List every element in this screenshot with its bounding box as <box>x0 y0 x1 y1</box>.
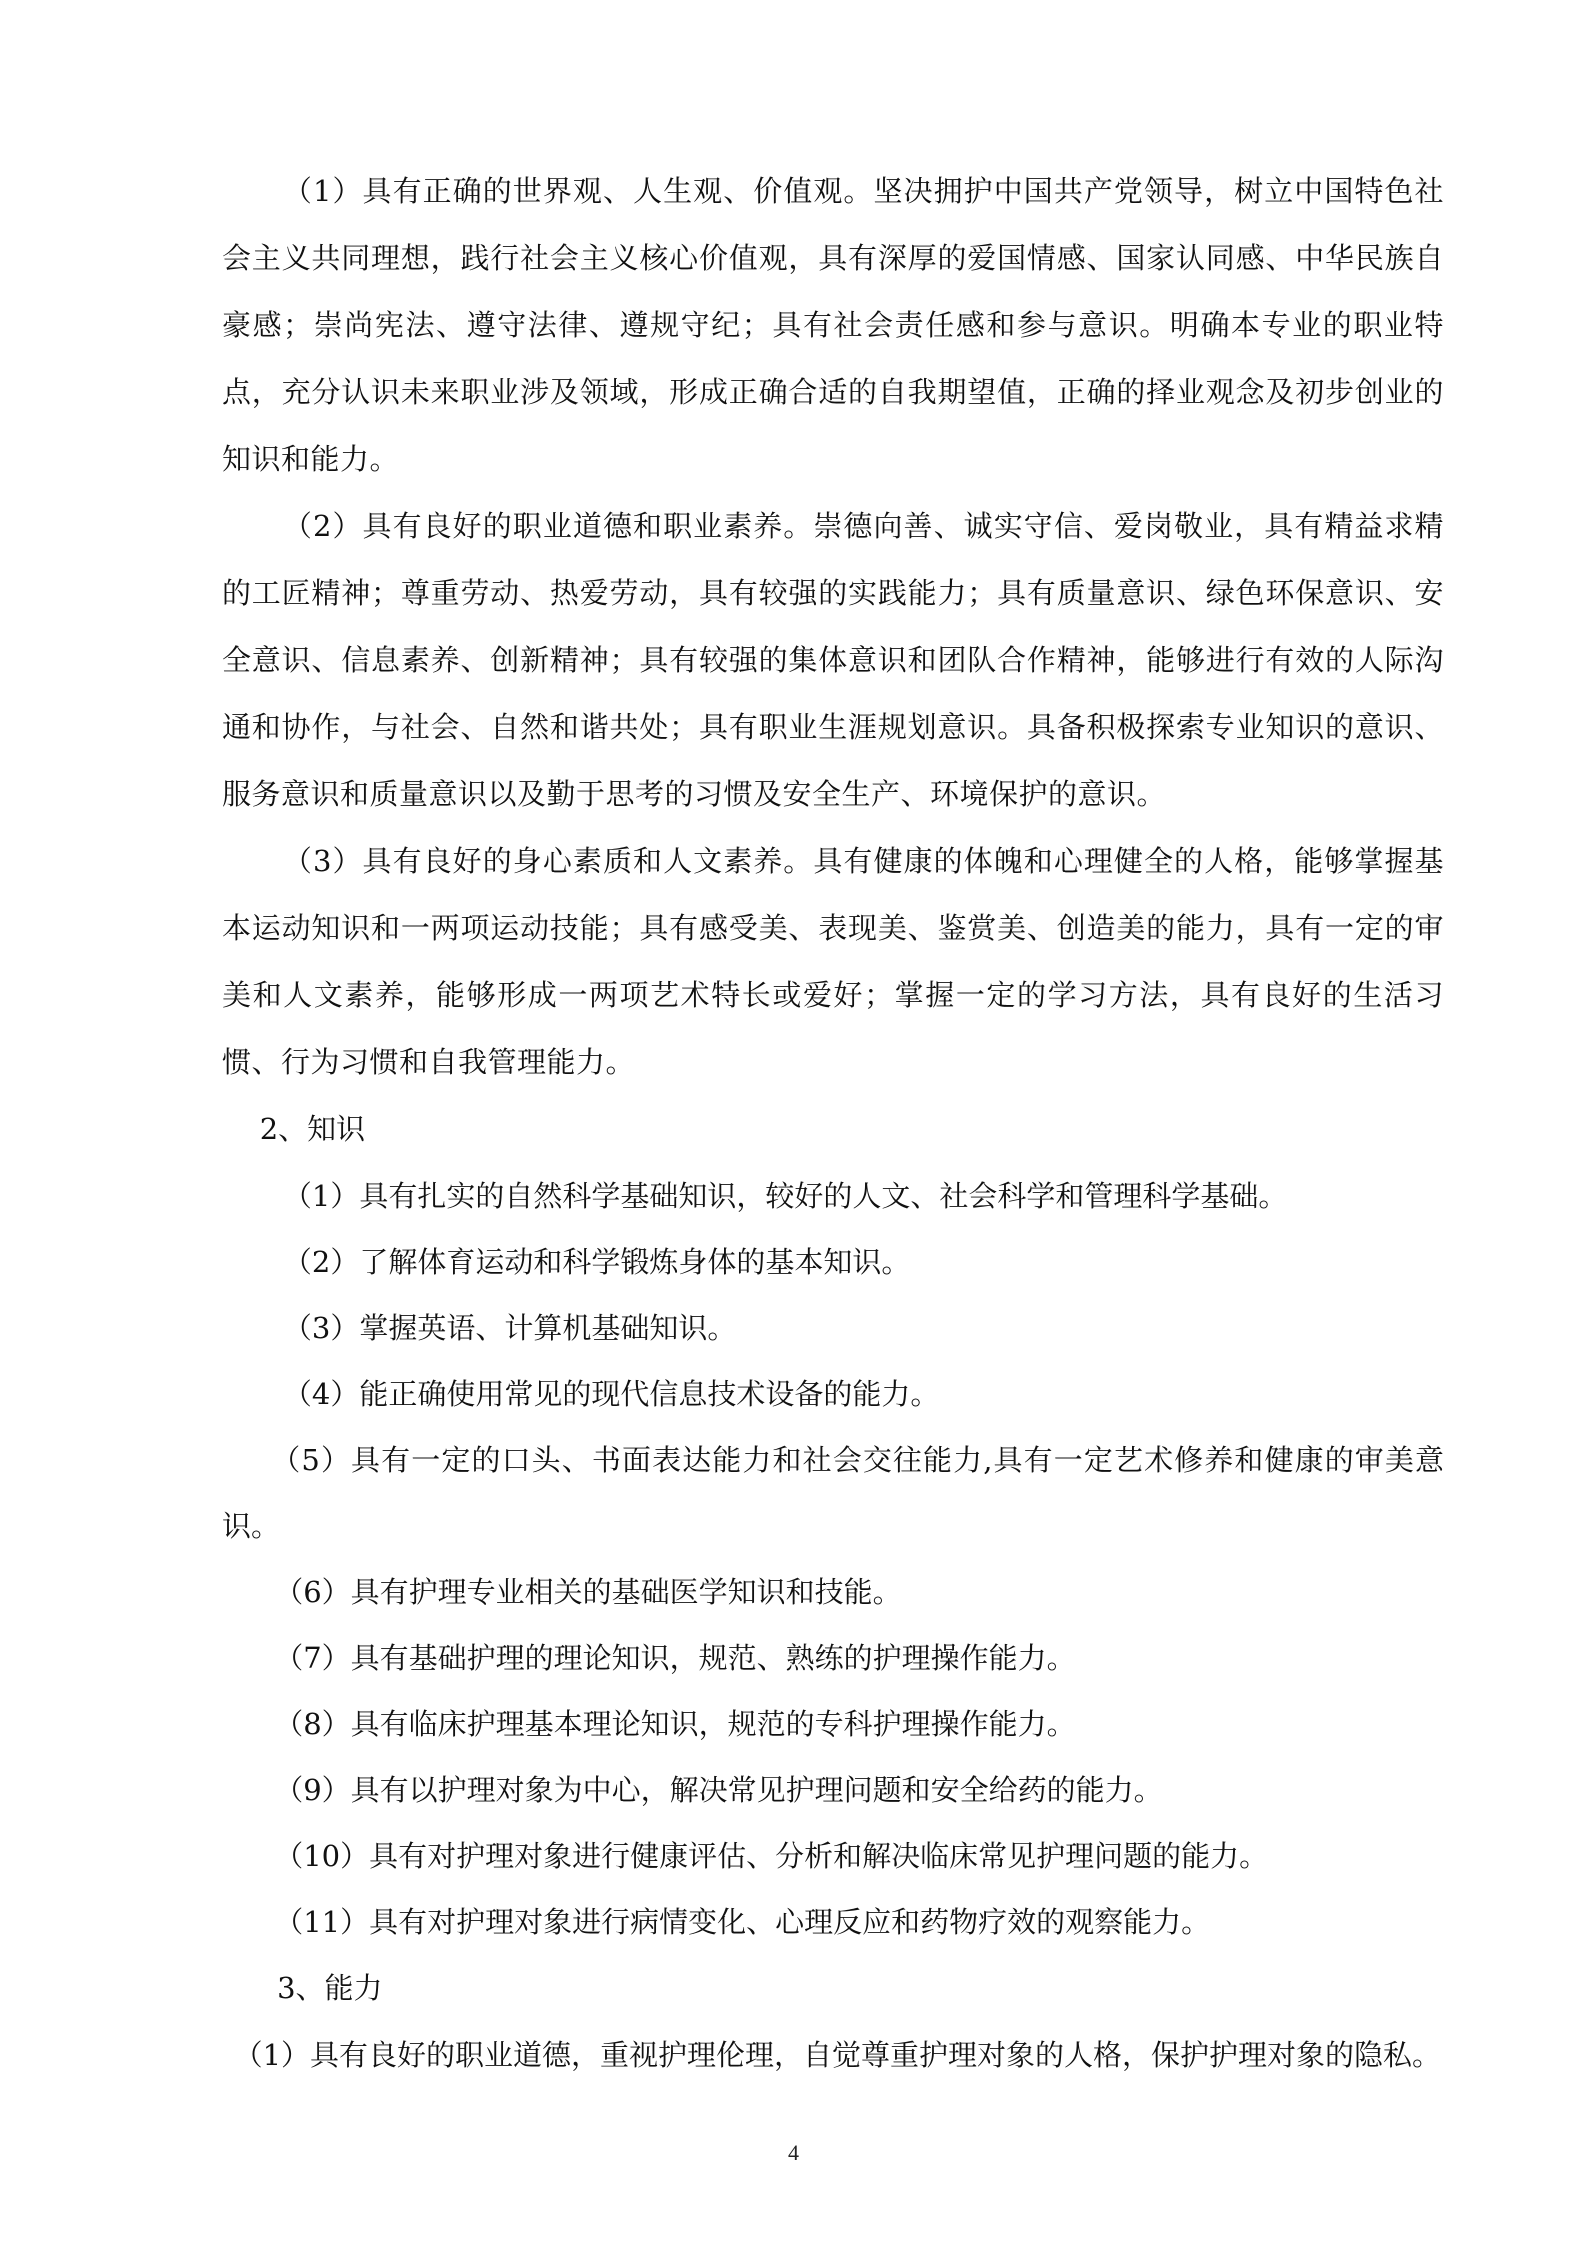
knowledge-item: （8）具有临床护理基本理论知识，规范的专科护理操作能力。 <box>274 1707 1076 1741</box>
paragraph-worldview: （1）具有正确的世界观、人生观、价值观。坚决拥护中国共产党领导，树立中国特色社会主义共同理想，践行社会主义核心价值观，具有深厚的爱国情感、国家认同感、中华民族自豪感；崇尚宪法、遵守法律、遵规守纪；具有社会责任感和参与意识。明确本专业的职业特点，充分认识未来职业涉及领域，形成正确合适的自我期望值，正确的择业观念及初步创业的知识和能力。 <box>222 174 1444 476</box>
knowledge-item: （10）具有对护理对象进行健康评估、分析和解决临床常见护理问题的能力。 <box>274 1839 1269 1873</box>
page-number: 4 <box>788 2140 799 2165</box>
knowledge-item: （7）具有基础护理的理论知识，规范、熟练的护理操作能力。 <box>274 1641 1076 1675</box>
knowledge-item: （3）掌握英语、计算机基础知识。 <box>282 1311 737 1345</box>
knowledge-item: （9）具有以护理对象为中心，解决常见护理问题和安全给药的能力。 <box>274 1773 1163 1807</box>
knowledge-item: （11）具有对护理对象进行病情变化、心理反应和药物疗效的观察能力。 <box>274 1905 1211 1939</box>
knowledge-item: （6）具有护理专业相关的基础医学知识和技能。 <box>274 1575 902 1609</box>
paragraph-physical-mental: （3）具有良好的身心素质和人文素养。具有健康的体魄和心理健全的人格，能够掌握基本运动知识和一两项运动技能；具有感受美、表现美、鉴赏美、创造美的能力，具有一定的审美和人文素养，能够形成一两项艺术特长或爱好；掌握一定的学习方法，具有良好的生活习惯、行为习惯和自我管理能力。 <box>222 844 1444 1079</box>
paragraph-professional-ethics: （2）具有良好的职业道德和职业素养。崇德向善、诚实守信、爱岗敬业，具有精益求精的工匠精神；尊重劳动、热爱劳动，具有较强的实践能力；具有质量意识、绿色环保意识、安全意识、信息素养、创新精神；具有较强的集体意识和团队合作精神，能够进行有效的人际沟通和协作，与社会、自然和谐共处；具有职业生涯规划意识。具备积极探索专业知识的意识、服务意识和质量意识以及勤于思考的习惯及安全生产、环境保护的意识。 <box>222 509 1444 811</box>
knowledge-item: （4）能正确使用常见的现代信息技术设备的能力。 <box>282 1377 940 1411</box>
knowledge-item: （1）具有扎实的自然科学基础知识，较好的人文、社会科学和管理科学基础。 <box>282 1179 1288 1213</box>
section-heading-ability: 3、能力 <box>277 1971 383 2005</box>
section-heading-knowledge: 2、知识 <box>259 1112 366 1146</box>
knowledge-item: （5）具有一定的口头、书面表达能力和社会交往能力,具有一定艺术修养和健康的审美意识。 <box>222 1443 1444 1543</box>
ability-item: （1）具有良好的职业道德，重视护理伦理，自觉尊重护理对象的人格，保护护理对象的隐私。 <box>233 2038 1442 2072</box>
knowledge-item: （2）了解体育运动和科学锻炼身体的基本知识。 <box>282 1245 911 1279</box>
document-body <box>222 158 1444 2088</box>
